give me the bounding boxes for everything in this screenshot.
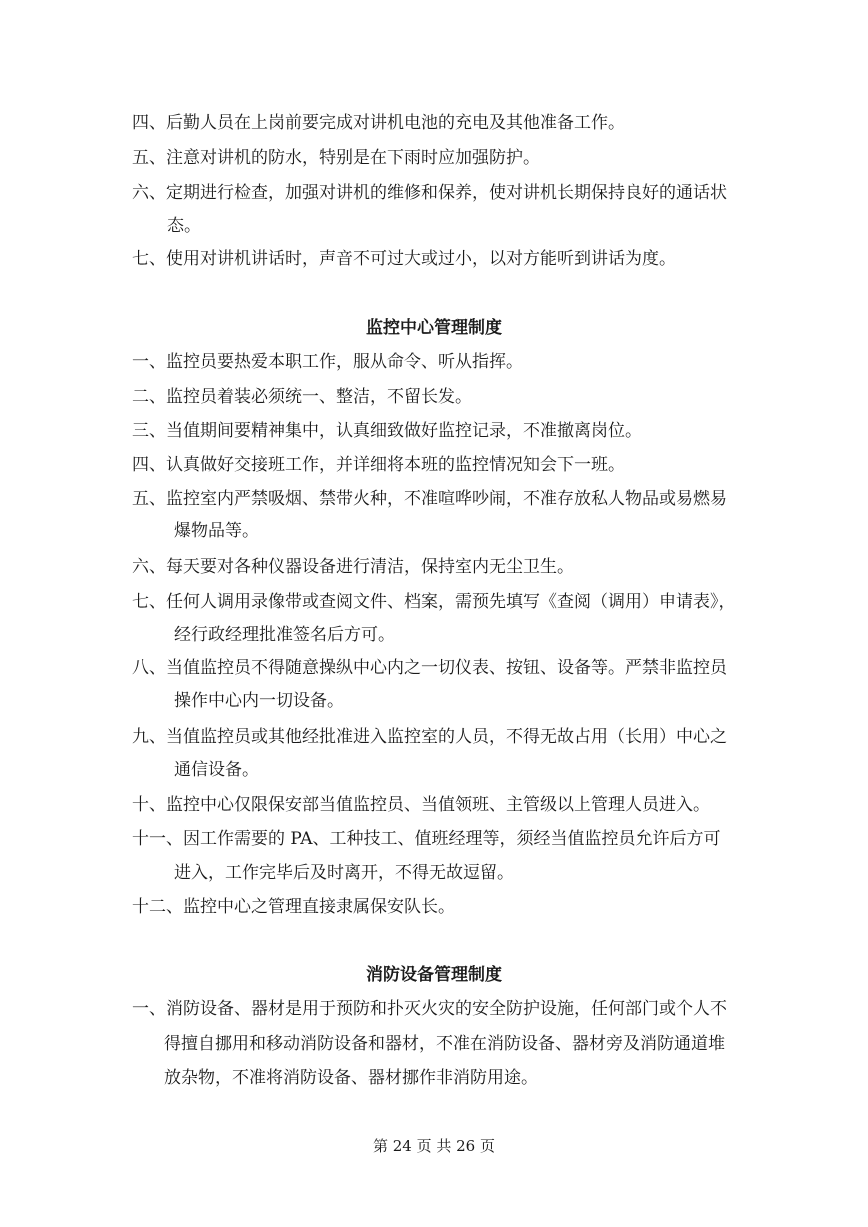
paragraph-line: 四、后勤人员在上岗前要完成对讲机电池的充电及其他准备工作。 [132, 113, 625, 133]
paragraph-continuation: 操作中心内一切设备。 [174, 691, 344, 711]
paragraph-continuation: 爆物品等。 [174, 521, 259, 541]
paragraph-continuation: 得擅自挪用和移动消防设备和器材，不准在消防设备、器材旁及消防通道堆 [164, 1034, 725, 1054]
paragraph-line: 五、监控室内严禁吸烟、禁带火种，不准喧哗吵闹，不准存放私人物品或易燃易 [132, 489, 727, 509]
paragraph-line: 三、当值期间要精神集中，认真细致做好监控记录，不准撤离岗位。 [132, 421, 642, 441]
paragraph-line: 七、任何人调用录像带或查阅文件、档案，需预先填写《查阅（调用）申请表》， [132, 592, 736, 612]
paragraph-line: 十一、因工作需要的 PA、工种技工、值班经理等，须经当值监控员允许后方可 [132, 829, 721, 849]
paragraph-continuation: 通信设备。 [174, 760, 259, 780]
paragraph-line: 一、监控员要热爱本职工作，服从命令、听从指挥。 [132, 352, 523, 372]
paragraph-line: 五、注意对讲机的防水，特别是在下雨时应加强防护。 [132, 148, 540, 168]
section-title: 监控中心管理制度 [366, 318, 502, 338]
paragraph-continuation: 进入，工作完毕后及时离开，不得无故逗留。 [174, 863, 514, 883]
paragraph-line: 四、认真做好交接班工作，并详细将本班的监控情况知会下一班。 [132, 455, 625, 475]
paragraph-continuation: 放杂物，不准将消防设备、器材挪作非消防用途。 [164, 1068, 538, 1088]
paragraph-continuation: 态。 [167, 216, 201, 236]
paragraph-line: 七、使用对讲机讲话时，声音不可过大或过小，以对方能听到讲话为度。 [132, 249, 676, 269]
section-title: 消防设备管理制度 [366, 965, 502, 985]
paragraph-line: 一、消防设备、器材是用于预防和扑灭火灾的安全防护设施，任何部门或个人不 [132, 999, 727, 1019]
paragraph-line: 十、监控中心仅限保安部当值监控员、当值领班、主管级以上管理人员进入。 [132, 795, 710, 815]
paragraph-line: 九、当值监控员或其他经批准进入监控室的人员，不得无故占用（长用）中心之 [132, 727, 727, 747]
paragraph-line: 八、当值监控员不得随意操纵中心内之一切仪表、按钮、设备等。严禁非监控员 [132, 658, 727, 678]
page-number: 第 24 页 共 26 页 [372, 1137, 495, 1155]
paragraph-line: 六、每天要对各种仪器设备进行清洁，保持室内无尘卫生。 [132, 557, 574, 577]
paragraph-continuation: 经行政经理批准签名后方可。 [174, 625, 395, 645]
paragraph-line: 六、定期进行检查，加强对讲机的维修和保养，使对讲机长期保持良好的通话状 [132, 183, 727, 203]
paragraph-line: 二、监控员着装必须统一、整洁，不留长发。 [132, 387, 472, 407]
paragraph-line: 十二、监控中心之管理直接隶属保安队长。 [132, 897, 455, 917]
